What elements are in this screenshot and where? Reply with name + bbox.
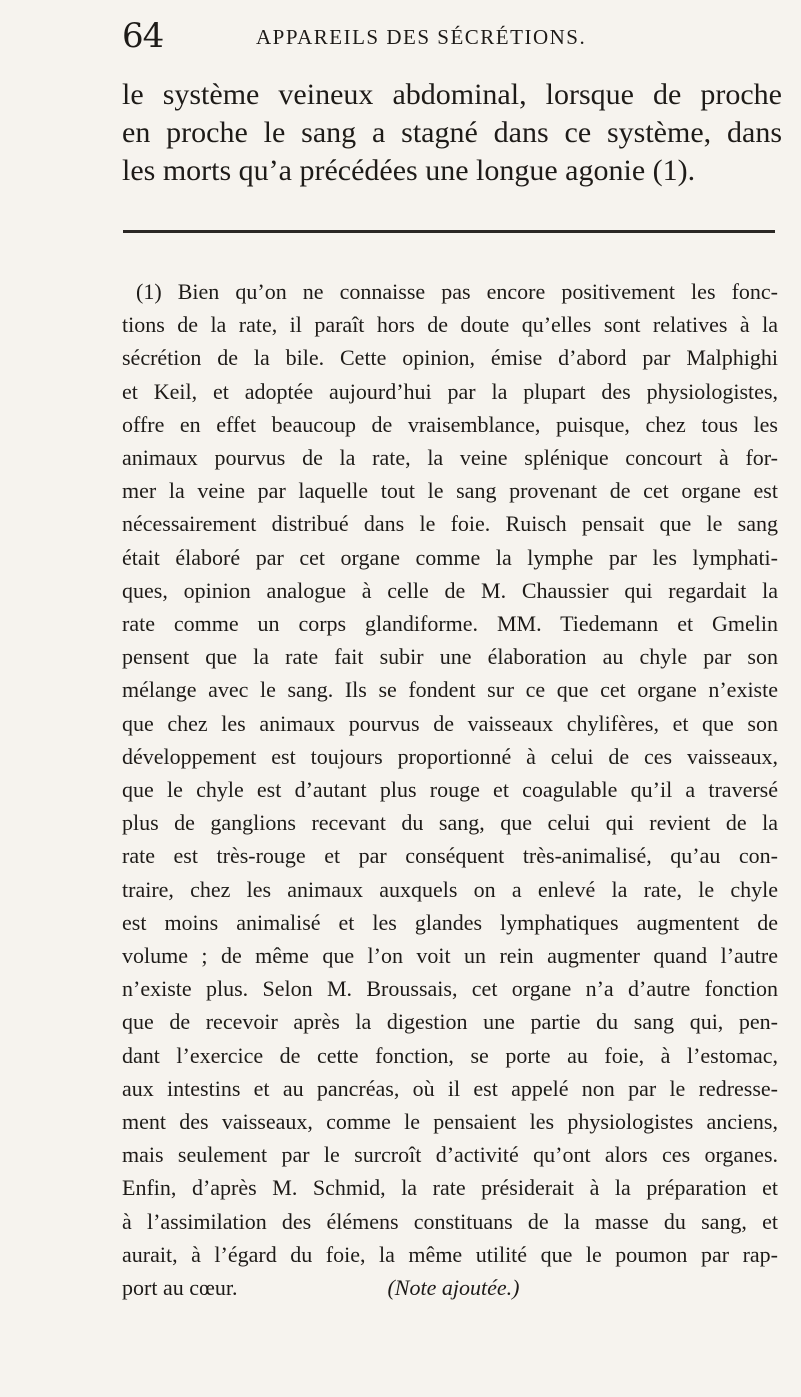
footnote-line: offre en effet beaucoup de vraisemblance, puisque, chez tous les xyxy=(122,411,778,437)
footnote-line: Enfin, d’après M. Schmid, la rate présiderait à la préparation et xyxy=(122,1175,778,1201)
main-text-line: en proche le sang a stagné dans ce système, dans xyxy=(122,116,782,149)
footnote-line: ment des vaisseaux, comme le pensaient les physiologistes anciens, xyxy=(122,1109,778,1135)
main-text xyxy=(122,76,782,190)
footnote-line: n’existe plus. Selon M. Broussais, cet organe n’a d’autre fonction xyxy=(122,976,778,1002)
main-text-line: les morts qu’a précédées une longue agonie (1). xyxy=(122,154,696,187)
footnote-line: était élaboré par cet organe comme la lymphe par les lymphati- xyxy=(122,544,778,570)
page-number: 64 xyxy=(122,16,164,56)
footnote-line: volume ; de même que l’on voit un rein augmenter quand l’autre xyxy=(122,943,778,969)
footnote-line: est moins animalisé et les glandes lymphatiques augmentent de xyxy=(122,909,778,935)
footnote-line: aux intestins et au pancréas, où il est appelé non par le redresse- xyxy=(122,1075,778,1101)
footnote-line: nécessairement distribué dans le foie. Ruisch pensait que le sang xyxy=(122,511,778,537)
footnote-line: mélange avec le sang. Ils se fondent sur ce que cet organe n’existe xyxy=(122,677,778,703)
footnote-line: que de recevoir après la digestion une partie du sang qui, pen- xyxy=(122,1009,778,1035)
footnote-line: développement est toujours proportionné à celui de ces vaisseaux, xyxy=(122,743,778,769)
footnote-separator-rule xyxy=(123,230,775,233)
footnote-line: plus de ganglions recevant du sang, que celui qui revient de la xyxy=(122,810,778,836)
footnote-line: port au cœur. xyxy=(122,1275,238,1301)
page-header xyxy=(122,6,774,66)
footnote-line: traire, chez les animaux auxquels on a enlevé la rate, le chyle xyxy=(122,876,778,902)
footnote xyxy=(122,275,778,1304)
footnote-line: sécrétion de la bile. Cette opinion, émise d’abord par Malphighi xyxy=(122,345,778,371)
footnote-line: dant l’exercice de cette fonction, se porte au foie, à l’estomac, xyxy=(122,1042,778,1068)
footnote-line: que le chyle est d’autant plus rouge et coagulable qu’il a traversé xyxy=(122,777,778,803)
footnote-line: mer la veine par laquelle tout le sang provenant de cet organe est xyxy=(122,478,778,504)
footnote-line: et Keil, et adoptée aujourd’hui par la plupart des physiologistes, xyxy=(122,378,778,404)
footnote-line: animaux pourvus de la rate, la veine splénique concourt à for- xyxy=(122,445,778,471)
note-tag: (Note ajoutée.) xyxy=(387,1275,520,1301)
footnote-line: à l’assimilation des élémens constituans de la masse du sang, et xyxy=(122,1208,778,1234)
footnote-line: rate comme un corps glandiforme. MM. Tiedemann et Gmelin xyxy=(122,611,778,637)
footnote-line: pensent que la rate fait subir une élaboration au chyle par son xyxy=(122,644,778,670)
running-head: APPAREILS DES SÉCRÉTIONS. xyxy=(256,25,587,49)
footnote-line: rate est très-rouge et par conséquent très-animalisé, qu’au con- xyxy=(122,843,778,869)
footnote-line: tions de la rate, il paraît hors de doute qu’elles sont relatives à la xyxy=(122,312,778,338)
main-text-line: le système veineux abdominal, lorsque de proche xyxy=(122,78,782,111)
footnote-line: ques, opinion analogue à celle de M. Chaussier qui regardait la xyxy=(122,577,778,603)
footnote-line: que chez les animaux pourvus de vaisseaux chylifères, et que son xyxy=(122,710,778,736)
footnote-line: aurait, à l’égard du foie, la même utilité que le poumon par rap- xyxy=(122,1241,778,1267)
footnote-last-line xyxy=(122,1271,778,1304)
footnote-line: mais seulement par le surcroît d’activité qu’ont alors ces organes. xyxy=(122,1142,778,1168)
footnote-line: (1) Bien qu’on ne connaisse pas encore positivement les fonc- xyxy=(136,279,778,304)
